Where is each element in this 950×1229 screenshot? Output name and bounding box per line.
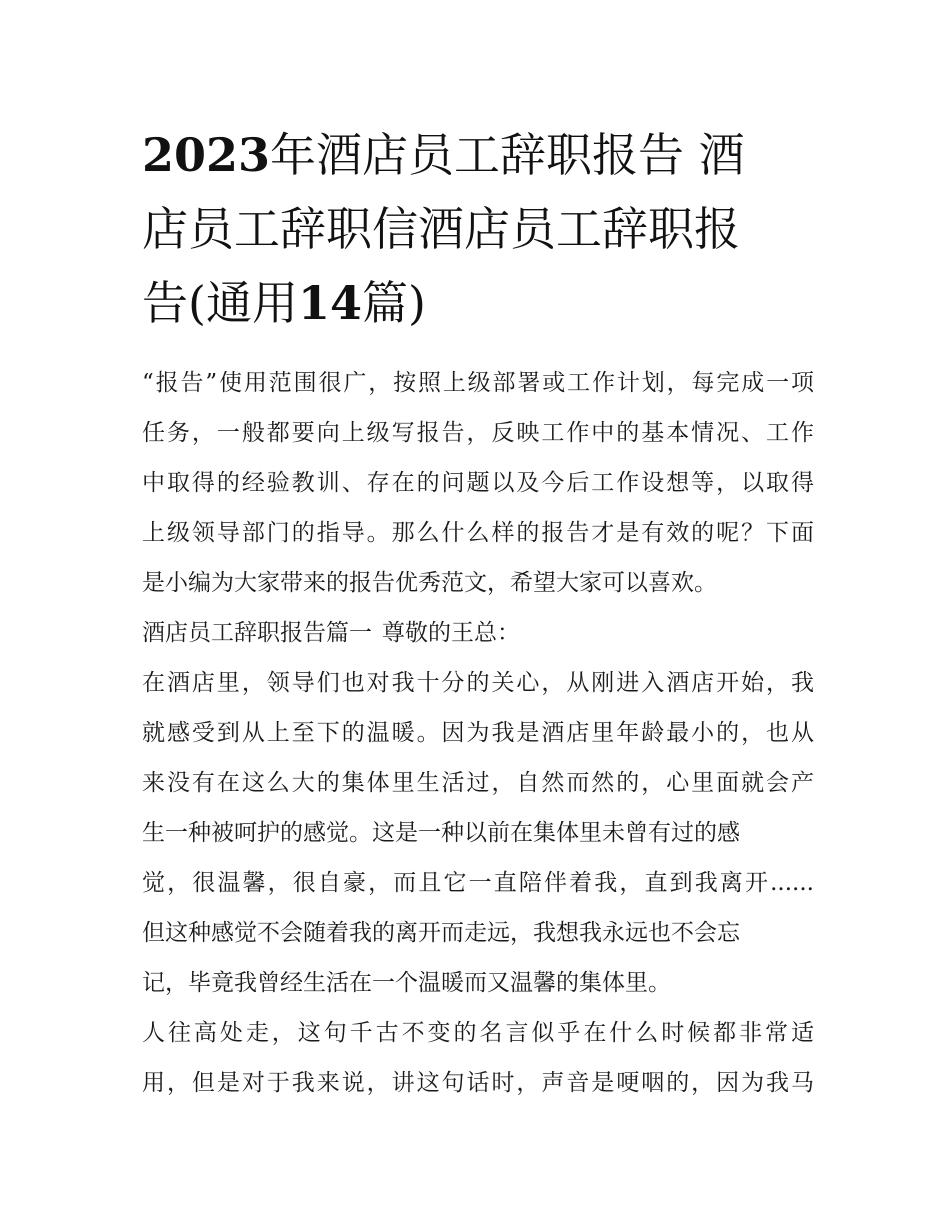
title-year: 2023 <box>142 128 271 182</box>
text-line: 中取得的经验教训、存在的问题以及今后工作设想等，以取得 <box>142 470 814 496</box>
text-line: 用，但是对于我来说，讲这句话时，声音是哽咽的，因为我马 <box>142 1070 814 1096</box>
document-body <box>142 358 814 1108</box>
title-line1-text: 年酒店员工辞职报告 酒 <box>270 128 745 182</box>
title-line2: 店员工辞职信酒店员工辞职报 <box>142 202 740 256</box>
text-line: 是小编为大家带来的报告优秀范文，希望大家可以喜欢。 <box>142 570 717 596</box>
title-line3-post: 篇) <box>361 276 426 330</box>
section-title: 酒店员工辞职报告篇一 <box>142 620 372 646</box>
text-line: 觉，很温馨，很自豪，而且它一直陪伴着我，直到我离开...... <box>142 870 814 896</box>
text-line: 生一种被呵护的感觉。这是一种以前在集体里未曾有过的感 <box>142 820 740 846</box>
text-line: 在酒店里，领导们也对我十分的关心，从刚进入酒店开始，我 <box>142 670 814 696</box>
text-line: “报告”使用范围很广，按照上级部署或工作计划，每完成一项 <box>142 370 814 396</box>
intro-paragraph <box>142 358 814 608</box>
document-title <box>142 118 822 340</box>
text-line: 上级领导部门的指导。那么什么样的报告才是有效的呢？下面 <box>142 520 814 546</box>
text-line: 任务，一般都要向上级写报告，反映工作中的基本情况、工作 <box>142 420 814 446</box>
salutation: 尊敬的王总： <box>382 620 520 646</box>
text-line: 就感受到从上至下的温暖。因为我是酒店里年龄最小的，也从 <box>142 720 814 746</box>
title-count: 14 <box>297 276 362 330</box>
text-line: 人往高处走，这句千古不变的名言似乎在什么时候都非常适 <box>142 1020 814 1046</box>
title-line3-pre: 告(通用 <box>142 276 298 330</box>
text-line: 记，毕竟我曾经生活在一个温暖而又温馨的集体里。 <box>142 970 671 996</box>
text-line: 来没有在这么大的集体里生活过，自然而然的，心里面就会产 <box>142 770 814 796</box>
section-heading <box>142 608 814 658</box>
text-line: 但这种感觉不会随着我的离开而走远，我想我永远也不会忘 <box>142 920 740 946</box>
paragraph-1 <box>142 658 814 1008</box>
paragraph-2 <box>142 1008 814 1108</box>
